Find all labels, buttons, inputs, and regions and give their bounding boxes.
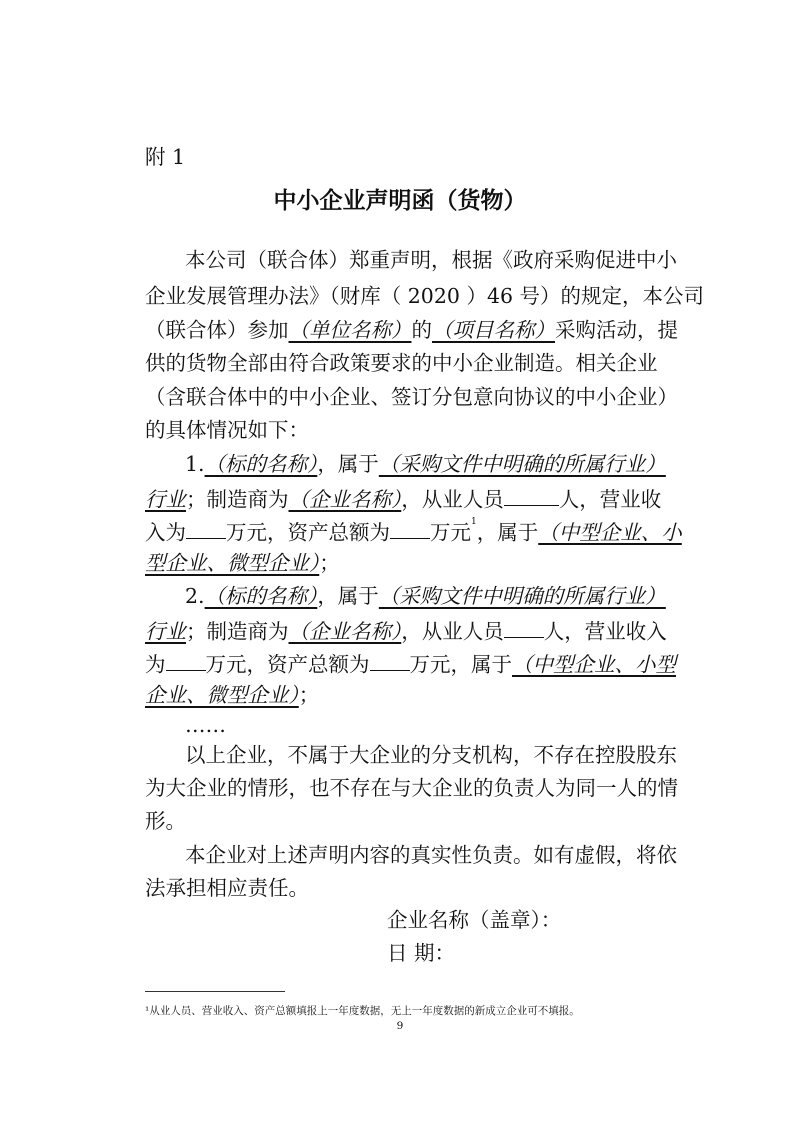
company-placeholder: （企业名称） (288, 619, 402, 644)
footnote: ¹从业人员、营业收入、资产总额填报上一年度数据，无上一年度数据的新成立企业可不填报。 (145, 1005, 580, 1017)
document-title: 中小企业声明函（货物） (273, 188, 527, 214)
text: ，属于 (317, 452, 379, 476)
text: 万元，资产总额为 (226, 520, 390, 545)
item2-line-1 (185, 586, 666, 607)
text: 万元，资产总额为 (205, 652, 370, 677)
item1-line-1 (185, 454, 666, 475)
ellipsis: …… (185, 713, 226, 737)
industry-placeholder: （采购文件中明确的所属行业） (378, 584, 666, 608)
statement-line-2: 为大企业的情形，也不存在与大企业的负责人为同一人的情 (145, 776, 678, 800)
size-placeholder: （中型企业、小型 (512, 652, 676, 677)
industry-placeholder: （采购文件中明确的所属行业） (378, 452, 666, 476)
size-placeholder-cont: 企业、微型企业） (145, 683, 299, 707)
text: 人，营业收 (558, 487, 662, 512)
item1-line-3 (145, 517, 682, 545)
footnote-mark: 1 (471, 517, 477, 527)
item1-line-4 (145, 553, 340, 574)
text: ；制造商为 (186, 619, 289, 644)
text: 入为 (145, 520, 186, 545)
intro-line-1: 本公司（联合体）郑重声明，根据《政府采购促进中小 (185, 248, 677, 272)
revenue-blank (166, 652, 206, 671)
unit-name-placeholder: （单位名称） (288, 318, 412, 342)
statement-line-1: 以上企业，不属于大企业的分支机构，不存在控股股东 (185, 743, 677, 767)
industry-placeholder-cont: 行业 (145, 487, 186, 512)
text: 万元，属于 (409, 652, 512, 677)
text: ； (298, 683, 320, 707)
text: 万元 (430, 520, 471, 545)
text: ； (319, 551, 340, 575)
item-number: 1. (185, 452, 205, 476)
assets-blank (390, 520, 430, 539)
project-name-placeholder: （项目名称） (432, 318, 555, 342)
size-placeholder-cont: 型企业、微型企业） (145, 551, 320, 575)
text: 的 (411, 318, 432, 342)
text: （联合体）参加 (145, 318, 289, 342)
assets-blank (370, 652, 410, 671)
text: ，属于 (476, 520, 539, 545)
footnote-divider (145, 991, 285, 992)
intro-line-3 (145, 320, 678, 341)
page-number: 9 (396, 1020, 404, 1032)
text: ；制造商为 (186, 487, 289, 512)
revenue-blank (186, 520, 226, 539)
date-label: 日 期： (387, 941, 456, 965)
text: 人，营业收入 (543, 619, 667, 644)
text: 为 (145, 652, 166, 677)
responsibility-line-1: 本企业对上述声明内容的真实性负责。如有虚假，将依 (185, 843, 677, 867)
statement-line-3: 形。 (145, 809, 186, 833)
item2-line-2 (145, 619, 667, 642)
subject-placeholder: （标的名称） (204, 584, 318, 608)
company-seal-label: 企业名称（盖章）： (387, 908, 562, 932)
size-placeholder: （中型企业、小 (538, 520, 682, 545)
staff-blank (504, 619, 544, 638)
item-number: 2. (185, 584, 205, 608)
text: ，属于 (317, 584, 379, 608)
responsibility-line-2: 法承担相应责任。 (145, 876, 309, 900)
subject-placeholder: （标的名称） (204, 452, 318, 476)
text: ，从业人员 (401, 487, 504, 512)
staff-blank (504, 487, 559, 506)
industry-placeholder-cont: 行业 (145, 619, 186, 644)
company-placeholder: （企业名称） (288, 487, 402, 512)
intro-line-4: 供的货物全部由符合政策要求的中小企业制造。相关企业 (145, 351, 658, 375)
intro-line-6: 的具体情况如下： (145, 418, 309, 442)
annex-label: 附 1 (145, 145, 186, 169)
text: 采购活动，提 (555, 318, 678, 342)
intro-line-2: 企业发展管理办法》（财库（ 2020 ）46 号）的规定，本公司 (145, 284, 705, 308)
text: ，从业人员 (401, 619, 504, 644)
item2-line-3 (145, 652, 676, 675)
item2-line-4 (145, 685, 319, 706)
intro-line-5: （含联合体中的中小企业、签订分包意向协议的中小企业） (145, 385, 678, 409)
item1-line-2 (145, 487, 661, 510)
